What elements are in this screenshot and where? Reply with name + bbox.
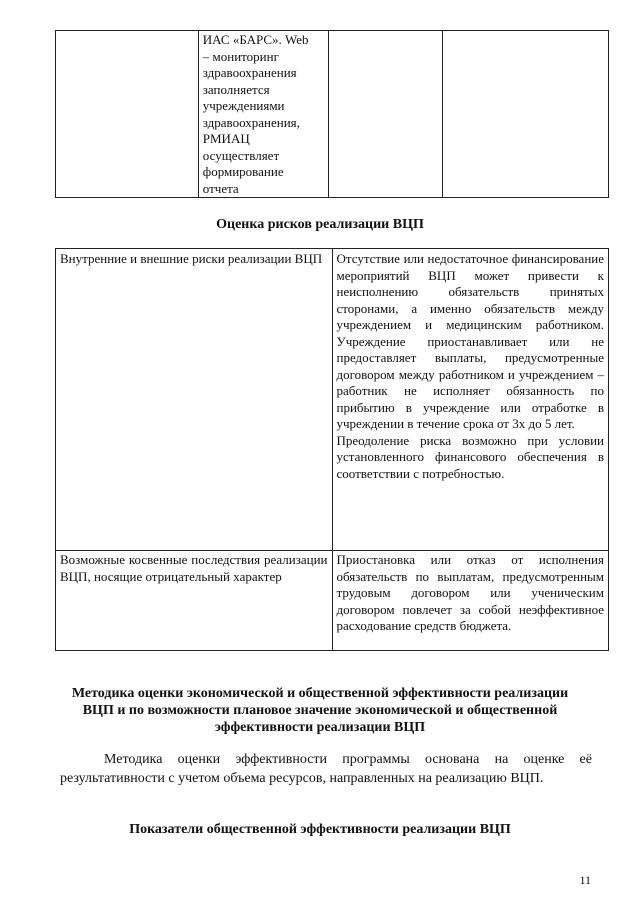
risk-label: Возможные косвенные последствия реализации ВЦП, носящие отрицательный характер <box>60 552 328 584</box>
cell-line: заполняется <box>202 81 270 97</box>
top-table <box>55 30 609 198</box>
methodology-paragraph: Методика оценки эффективности программы основана на оценке её результативности с учетом объема ресурсов, направленных на реализацию ВЦП. <box>60 752 592 786</box>
methodology-title-line: эффективности реализации ВЦП <box>214 720 426 735</box>
table-row <box>56 551 609 651</box>
risk-text-cell <box>332 551 609 651</box>
cell-line: осуществляет <box>202 147 280 163</box>
risk-label-cell <box>56 249 333 551</box>
cell-line: здравоохранения <box>202 65 297 80</box>
risk-text: Приостановка или отказ от исполнения обязательств по выплатам, предусмотренным трудовым договором или ученическим договором повлечет за собой неэффективное расходование средств бюджета. <box>336 552 604 633</box>
table-row <box>56 249 609 551</box>
top-table-empty-cell-2 <box>329 31 442 198</box>
risk-text: Отсутствие или недостаточное финансирование мероприятий ВЦП может привести к неисполнению обязательств принятых сторонами, а именно обязательств между учреждением и медицинским работником. Учреждение приостанавливает или не предоставляет выплаты, предусмотренные договором между работником и учреждением – работник не исполняет обязанность по прибытию в учреждение или отработке в учреждении в течение срока от 3х до 5 лет. <box>336 251 604 431</box>
cell-line: здравоохранения, <box>202 114 300 130</box>
methodology-title-line: ВЦП и по возможности плановое значение экономической и общественной <box>82 703 558 718</box>
cell-line: отчета <box>202 180 239 196</box>
cell-line: РМИАЦ <box>202 131 250 146</box>
risk-table <box>55 248 609 651</box>
cell-line <box>203 49 325 66</box>
risk-label: Внутренние и внешние риски реализации ВЦП <box>60 251 323 266</box>
cell-line: формирование <box>202 164 284 179</box>
top-table-empty-cell-1 <box>56 31 199 198</box>
methodology-title-line: Методика оценки экономической и общественной эффективности реализации <box>71 686 569 701</box>
methodology-title <box>0 685 640 736</box>
risk-section-title: Оценка рисков реализации ВЦП <box>216 217 424 232</box>
indicators-title: Показатели общественной эффективности реализации ВЦП <box>129 822 511 837</box>
risk-text-cell <box>332 249 609 551</box>
cell-line: ИАС «БАРС». Web <box>202 32 309 47</box>
page-number: 11 <box>579 873 591 887</box>
cell-line: учреждениями <box>202 98 285 113</box>
risk-label-cell <box>56 551 333 651</box>
cell-line-text: – мониторинг <box>202 48 279 64</box>
top-table-text-cell <box>198 31 329 198</box>
top-table-empty-cell-3 <box>442 31 608 198</box>
risk-text-2: Преодоление риска возможно при условии установленного финансового обеспечения в соответствии с потребностью. <box>336 432 604 481</box>
